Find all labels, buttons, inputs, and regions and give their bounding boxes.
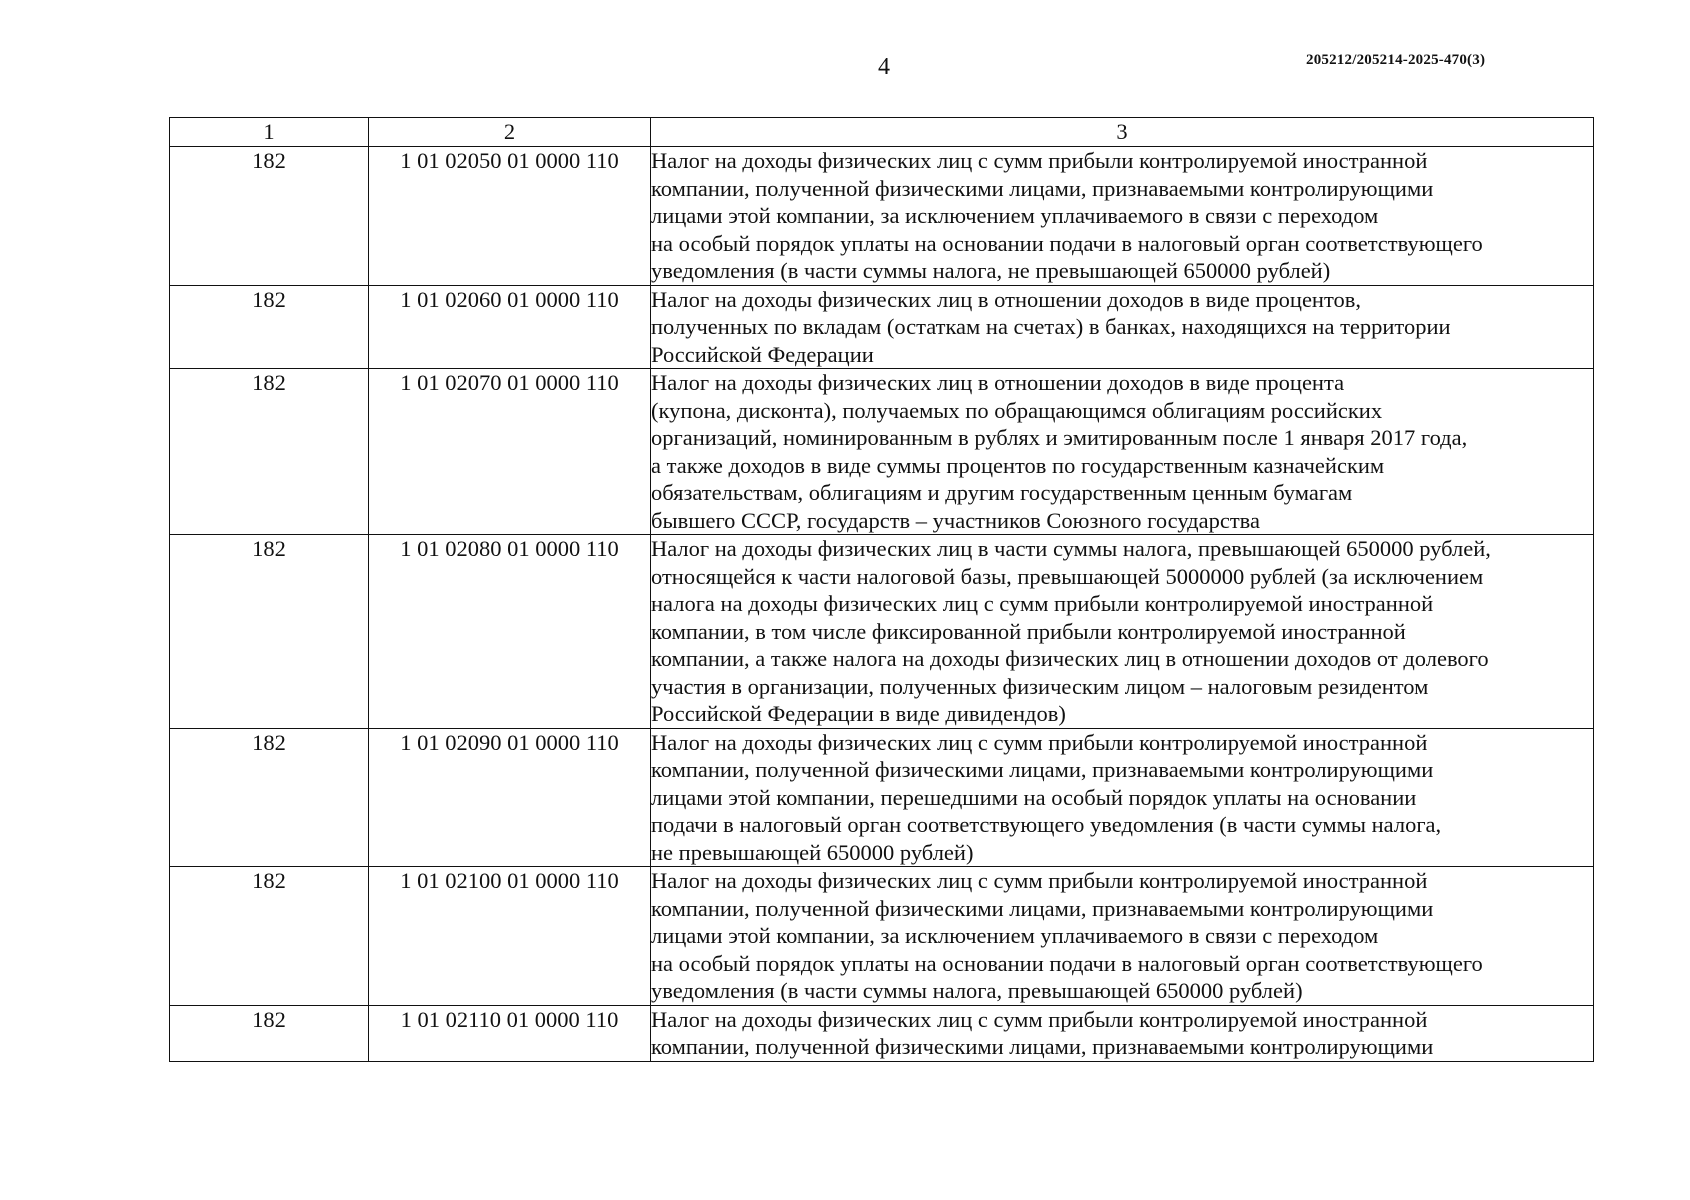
description-line: компании, полученной физическими лицами, признаваемыми контролирующими	[651, 895, 1434, 921]
budget-classification-table	[169, 117, 1594, 1062]
admin-code-cell: 182	[170, 728, 369, 867]
description-line: Российской Федерации в виде дивидендов)	[651, 701, 1066, 726]
kbk-code-cell: 1 01 02090 01 0000 110	[369, 728, 651, 867]
description-cell	[651, 728, 1594, 867]
description-cell	[651, 369, 1594, 535]
description-cell	[651, 535, 1594, 729]
description-line: компании, в том числе фиксированной прибыли контролируемой иностранной	[651, 618, 1406, 644]
description-line: (купона, дисконта), получаемых по обращающимся облигациям российских	[651, 397, 1383, 423]
kbk-code-cell: 1 01 02050 01 0000 110	[369, 147, 651, 286]
description-line: Налог на доходы физических лиц с сумм прибыли контролируемой иностранной	[651, 729, 1428, 755]
description-cell	[651, 147, 1594, 286]
description-line: подачи в налоговый орган соответствующего уведомления (в части суммы налога,	[651, 812, 1442, 837]
page-number: 4	[878, 54, 890, 80]
description-line: Налог на доходы физических лиц с сумм прибыли контролируемой иностранной	[651, 868, 1428, 893]
table-row	[170, 369, 1594, 535]
table-row	[170, 285, 1594, 369]
column-header-1: 1	[170, 118, 369, 147]
admin-code-cell: 182	[170, 535, 369, 729]
description-line: на особый порядок уплаты на основании подачи в налоговый орган соответствующего	[651, 230, 1483, 256]
table-row	[170, 535, 1594, 729]
description-line: Налог на доходы физических лиц с сумм прибыли контролируемой иностранной	[651, 1006, 1428, 1032]
description-cell	[651, 285, 1594, 369]
kbk-code-cell: 1 01 02100 01 0000 110	[369, 867, 651, 1006]
description-cell	[651, 1005, 1594, 1061]
description-line: не превышающей 650000 рублей)	[651, 839, 974, 865]
table-row	[170, 728, 1594, 867]
column-header-2: 2	[369, 118, 651, 147]
admin-code-cell: 182	[170, 867, 369, 1006]
kbk-code-cell: 1 01 02060 01 0000 110	[369, 285, 651, 369]
description-line: лицами этой компании, за исключением уплачиваемого в связи с переходом	[651, 203, 1379, 228]
admin-code-cell: 182	[170, 369, 369, 535]
kbk-code-cell: 1 01 02110 01 0000 110	[369, 1005, 651, 1061]
description-line: компании, а также налога на доходы физических лиц в отношении доходов от долевого	[651, 646, 1489, 671]
table-row	[170, 867, 1594, 1006]
description-line: на особый порядок уплаты на основании подачи в налоговый орган соответствующего	[651, 950, 1483, 976]
description-line: компании, полученной физическими лицами, признаваемыми контролирующими	[651, 175, 1434, 201]
description-line: Российской Федерации	[651, 341, 874, 367]
table-row	[170, 147, 1594, 286]
kbk-code-cell: 1 01 02070 01 0000 110	[369, 369, 651, 535]
description-line: компании, полученной физическими лицами, признаваемыми контролирующими	[651, 1034, 1434, 1059]
description-line: уведомления (в части суммы налога, превышающей 650000 рублей)	[651, 978, 1303, 1003]
description-line: участия в организации, полученных физическим лицом – налоговым резидентом	[651, 673, 1429, 699]
description-line: Налог на доходы физических лиц с сумм прибыли контролируемой иностранной	[651, 148, 1428, 173]
description-line: Налог на доходы физических лиц в части суммы налога, превышающей 650000 рублей,	[651, 536, 1491, 561]
description-line: Налог на доходы физических лиц в отношении доходов в виде процента	[651, 370, 1345, 395]
description-line: налога на доходы физических лиц с сумм прибыли контролируемой иностранной	[651, 591, 1434, 616]
description-line: уведомления (в части суммы налога, не превышающей 650000 рублей)	[651, 258, 1331, 283]
table-header-row	[170, 118, 1594, 147]
description-line: а также доходов в виде суммы процентов по государственным казначейским	[651, 452, 1385, 478]
description-line: Налог на доходы физических лиц в отношении доходов в виде процентов,	[651, 286, 1362, 312]
table-body	[170, 147, 1594, 1062]
column-header-3: 3	[651, 118, 1594, 147]
description-line: компании, полученной физическими лицами, признаваемыми контролирующими	[651, 757, 1434, 782]
description-line: лицами этой компании, за исключением уплачиваемого в связи с переходом	[651, 923, 1379, 948]
admin-code-cell: 182	[170, 285, 369, 369]
description-line: организаций, номинированным в рублях и эмитированным после 1 января 2017 года,	[651, 425, 1468, 450]
admin-code-cell: 182	[170, 1005, 369, 1061]
table-row	[170, 1005, 1594, 1061]
description-line: обязательствам, облигациям и другим государственным ценным бумагам	[651, 480, 1353, 505]
admin-code-cell: 182	[170, 147, 369, 286]
document-code: 205212/205214-2025-470(3)	[1306, 52, 1486, 68]
description-cell	[651, 867, 1594, 1006]
description-line: бывшего СССР, государств – участников Союзного государства	[651, 507, 1260, 533]
description-line: относящейся к части налоговой базы, превышающей 5000000 рублей (за исключением	[651, 563, 1484, 589]
description-line: лицами этой компании, перешедшими на особый порядок уплаты на основании	[651, 784, 1417, 810]
kbk-code-cell: 1 01 02080 01 0000 110	[369, 535, 651, 729]
description-line: полученных по вкладам (остаткам на счетах) в банках, находящихся на территории	[651, 314, 1451, 339]
